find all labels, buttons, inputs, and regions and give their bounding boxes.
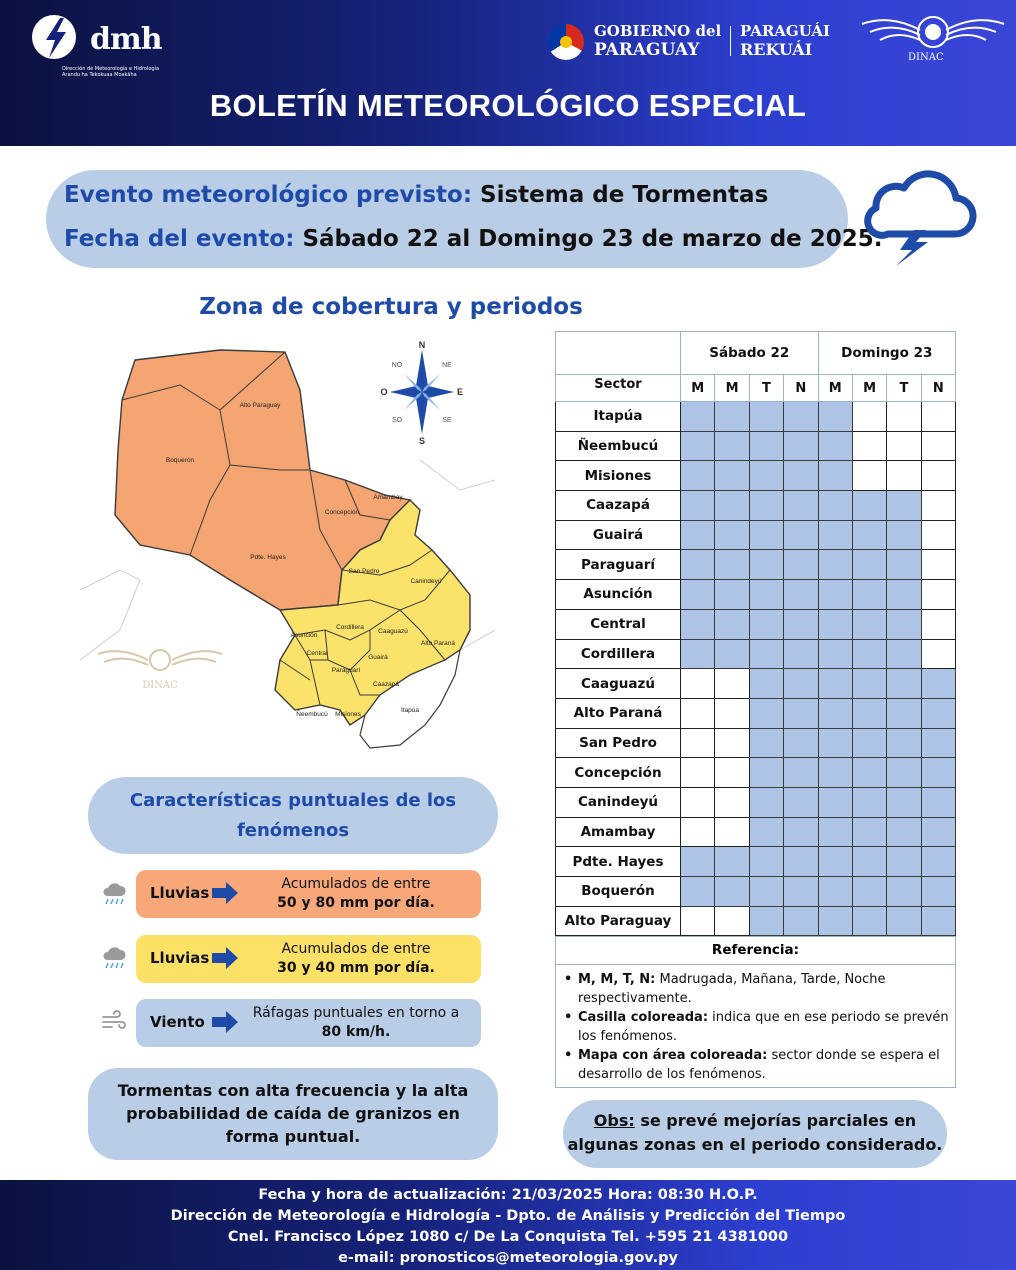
- arrow-right-icon: [212, 1011, 238, 1033]
- compass-ne: NE: [442, 362, 452, 369]
- map-label-paraguari: Paraguarí: [331, 667, 361, 674]
- period-cell-active: [749, 639, 783, 669]
- period-cell-active: [681, 402, 715, 432]
- period-cell-empty: [921, 402, 955, 432]
- period-cell-active: [784, 906, 818, 936]
- table-row: [556, 609, 956, 639]
- period-cell-empty: [681, 817, 715, 847]
- list-item: • Mapa con área coloreada: sector donde se espera el desarrollo de los fenómenos.: [578, 1047, 949, 1084]
- period-cell-active: [681, 877, 715, 907]
- period-cell-active: [921, 728, 955, 758]
- sector-name: Ñeembucú: [556, 431, 681, 461]
- dmh-logo-subtitle: Dirección de Meteorología e Hidrología Arandu ha Tekokuaa Moakãha: [62, 66, 160, 78]
- period-cell-active: [921, 877, 955, 907]
- sector-name: Alto Paraguay: [556, 906, 681, 936]
- period-cell-active: [715, 847, 749, 877]
- sector-name: Boquerón: [556, 877, 681, 907]
- period-cell-active: [921, 787, 955, 817]
- rain-cloud-icon: [100, 880, 128, 908]
- paraguay-map: [80, 330, 495, 750]
- map-label-guaira: Guairá: [368, 654, 388, 661]
- period-cell-active: [818, 847, 852, 877]
- period-cell-active: [887, 758, 921, 788]
- period-cell-empty: [921, 520, 955, 550]
- period-cell-empty: [715, 698, 749, 728]
- period-cell-empty: [681, 758, 715, 788]
- period-cell-active: [887, 520, 921, 550]
- period-cell-active: [749, 491, 783, 521]
- period-cell-active: [784, 698, 818, 728]
- period-cell-active: [921, 847, 955, 877]
- event-type-line: [64, 182, 768, 208]
- period-cell-active: [887, 550, 921, 580]
- period-cell-active: [681, 461, 715, 491]
- event-summary: [46, 170, 883, 268]
- period-cell-active: [887, 580, 921, 610]
- period-cell-active: [715, 609, 749, 639]
- period-cell-active: [818, 877, 852, 907]
- period-cell-active: [887, 817, 921, 847]
- period-cell-empty: [715, 787, 749, 817]
- table-period-header: [556, 375, 956, 402]
- table-row: [556, 787, 956, 817]
- reference-title: Referencia:: [556, 937, 955, 965]
- period-cell-active: [852, 491, 886, 521]
- gov-right1: PARAGUÁI: [740, 22, 831, 40]
- period-cell-active: [749, 609, 783, 639]
- period-cell-active: [715, 550, 749, 580]
- map-label-alto-paraguay: Alto Paraguay: [239, 402, 281, 409]
- reference-list: [556, 965, 955, 1084]
- period-cell-active: [749, 817, 783, 847]
- map-label-san-pedro: San Pedro: [348, 568, 380, 575]
- table-row: [556, 669, 956, 699]
- period-header: N: [784, 375, 818, 402]
- sector-name: Itapúa: [556, 402, 681, 432]
- table-row: [556, 639, 956, 669]
- event-type-value: Sistema de Tormentas: [480, 182, 769, 208]
- arrow-right-icon: [212, 947, 238, 969]
- storm-note: Tormentas con alta frecuencia y la alta probabilidad de caída de granizos en forma puntual.: [88, 1068, 498, 1160]
- list-item: • Casilla coloreada: indica que en ese periodo se prevén los fenómenos.: [578, 1009, 949, 1046]
- period-cell-empty: [681, 698, 715, 728]
- period-header: M: [681, 375, 715, 402]
- period-cell-active: [681, 580, 715, 610]
- period-cell-active: [784, 461, 818, 491]
- period-cell-empty: [921, 491, 955, 521]
- period-cell-active: [852, 550, 886, 580]
- sector-name: Caazapá: [556, 491, 681, 521]
- period-cell-active: [887, 669, 921, 699]
- period-cell-empty: [887, 431, 921, 461]
- period-cell-active: [818, 906, 852, 936]
- sector-name: Pdte. Hayes: [556, 847, 681, 877]
- period-cell-active: [852, 906, 886, 936]
- map-label-concepcion: Concepción: [324, 509, 360, 516]
- table-row: [556, 550, 956, 580]
- table-row: [556, 847, 956, 877]
- dmh-logo-text: dmh: [90, 22, 162, 57]
- period-cell-empty: [887, 461, 921, 491]
- wind-label: Viento: [150, 1013, 205, 1031]
- sector-name: Canindeyú: [556, 787, 681, 817]
- rain-moderate-text: Acumulados de entre 30 y 40 mm por día.: [277, 941, 435, 976]
- footer-email: e-mail: pronosticos@meteorologia.gov.py: [338, 1250, 678, 1266]
- map-label-pdte-hayes: Pdte. Hayes: [250, 554, 286, 561]
- map-label-misiones: Misiones: [335, 711, 361, 718]
- rain-heavy-label: Lluvias: [150, 884, 210, 902]
- period-cell-active: [887, 639, 921, 669]
- compass-n: N: [418, 340, 426, 350]
- period-cell-active: [784, 491, 818, 521]
- wind-icon: [100, 1008, 128, 1036]
- map-label-alto-parana: Alto Paraná: [421, 640, 455, 647]
- period-cell-active: [887, 698, 921, 728]
- period-cell-active: [852, 580, 886, 610]
- table-row: [556, 520, 956, 550]
- period-header: T: [887, 375, 921, 402]
- rain-cloud-icon: [100, 944, 128, 972]
- period-cell-active: [749, 402, 783, 432]
- day1-header: Sábado 22: [681, 332, 819, 375]
- sector-name: Asunción: [556, 580, 681, 610]
- svg-text:DINAC: DINAC: [142, 680, 178, 691]
- period-cell-empty: [681, 906, 715, 936]
- rain-moderate-row: [136, 935, 481, 983]
- gov-divider: [730, 26, 731, 56]
- period-cell-active: [921, 669, 955, 699]
- period-cell-active: [749, 758, 783, 788]
- period-cell-active: [887, 609, 921, 639]
- period-header: M: [818, 375, 852, 402]
- period-cell-active: [818, 817, 852, 847]
- footer: [0, 1180, 1016, 1270]
- table-row: [556, 461, 956, 491]
- period-cell-active: [784, 550, 818, 580]
- table-row: [556, 431, 956, 461]
- period-cell-active: [749, 698, 783, 728]
- period-cell-active: [784, 580, 818, 610]
- period-cell-active: [715, 491, 749, 521]
- period-cell-active: [818, 491, 852, 521]
- sector-name: Paraguarí: [556, 550, 681, 580]
- period-cell-active: [715, 877, 749, 907]
- period-cell-active: [681, 550, 715, 580]
- period-cell-active: [818, 520, 852, 550]
- period-cell-active: [749, 877, 783, 907]
- day2-header: Domingo 23: [818, 332, 956, 375]
- obs-text: se prevé mejorías parciales en algunas zonas en el periodo considerado.: [567, 1111, 943, 1154]
- sector-header: Sector: [556, 375, 681, 402]
- gov-right2: REKUÁI: [740, 40, 813, 59]
- period-cell-active: [818, 431, 852, 461]
- sector-name: Central: [556, 609, 681, 639]
- table-row: [556, 758, 956, 788]
- period-cell-active: [852, 758, 886, 788]
- table-row: [556, 817, 956, 847]
- period-cell-empty: [681, 728, 715, 758]
- period-cell-active: [818, 698, 852, 728]
- period-cell-active: [818, 758, 852, 788]
- period-cell-active: [818, 461, 852, 491]
- dinac-logo: [860, 10, 1006, 66]
- table-row: [556, 580, 956, 610]
- table-row: [556, 728, 956, 758]
- wind-text: Ráfagas puntuales en torno a 80 km/h.: [252, 1005, 460, 1040]
- wind-row: [136, 999, 481, 1047]
- period-cell-empty: [715, 817, 749, 847]
- period-cell-empty: [715, 758, 749, 788]
- compass-no: NO: [391, 362, 403, 369]
- period-cell-active: [784, 402, 818, 432]
- period-cell-active: [715, 580, 749, 610]
- sector-name: Guairá: [556, 520, 681, 550]
- period-cell-active: [681, 639, 715, 669]
- period-cell-active: [749, 847, 783, 877]
- period-cell-active: [852, 520, 886, 550]
- rain-heavy-text: Acumulados de entre 50 y 80 mm por día.: [277, 876, 435, 911]
- period-cell-empty: [681, 669, 715, 699]
- period-cell-active: [749, 580, 783, 610]
- compass-e: E: [456, 387, 464, 397]
- map-label-neembucu: Ñeembucú: [296, 711, 328, 718]
- gov-line2: PARAGUAY: [594, 40, 700, 60]
- period-cell-active: [749, 520, 783, 550]
- period-header: M: [852, 375, 886, 402]
- period-cell-active: [749, 431, 783, 461]
- period-header: T: [749, 375, 783, 402]
- period-cell-active: [852, 817, 886, 847]
- period-cell-active: [784, 609, 818, 639]
- period-cell-active: [784, 639, 818, 669]
- compass-s: S: [418, 436, 426, 446]
- period-cell-active: [784, 728, 818, 758]
- characteristics-title: Características puntuales de los fenómenos: [88, 777, 498, 854]
- period-cell-active: [921, 906, 955, 936]
- period-cell-active: [852, 877, 886, 907]
- period-cell-active: [852, 787, 886, 817]
- paraguay-seal-icon: [548, 24, 584, 60]
- period-cell-empty: [887, 402, 921, 432]
- sector-name: Alto Paraná: [556, 698, 681, 728]
- event-date-label: Fecha del evento:: [64, 226, 295, 252]
- period-cell-active: [818, 550, 852, 580]
- storm-cloud-icon: [858, 168, 978, 268]
- period-cell-active: [887, 906, 921, 936]
- period-cell-empty: [921, 639, 955, 669]
- map-label-cordillera: Cordillera: [336, 624, 364, 631]
- dmh-logo: [30, 12, 170, 78]
- period-cell-active: [818, 609, 852, 639]
- sector-name: Amambay: [556, 817, 681, 847]
- periods-table: [555, 331, 956, 936]
- period-cell-active: [749, 728, 783, 758]
- sector-name: Caaguazú: [556, 669, 681, 699]
- period-cell-empty: [852, 402, 886, 432]
- period-cell-empty: [921, 609, 955, 639]
- period-cell-active: [784, 787, 818, 817]
- period-cell-empty: [715, 669, 749, 699]
- map-label-asuncion: Asunción: [290, 632, 318, 639]
- zone-title: Zona de cobertura y periodos: [199, 294, 583, 320]
- period-cell-active: [887, 728, 921, 758]
- table-row: [556, 877, 956, 907]
- period-cell-active: [852, 847, 886, 877]
- period-cell-active: [784, 431, 818, 461]
- period-cell-active: [852, 698, 886, 728]
- observation-note: [563, 1100, 947, 1168]
- period-cell-active: [749, 550, 783, 580]
- event-date-value: Sábado 22 al Domingo 23 de marzo de 2025.: [302, 226, 883, 252]
- period-cell-active: [749, 787, 783, 817]
- period-cell-active: [818, 728, 852, 758]
- period-cell-active: [784, 520, 818, 550]
- dinac-wings-icon: [860, 10, 1006, 54]
- reference-box: [555, 936, 956, 1088]
- period-cell-active: [784, 758, 818, 788]
- period-cell-empty: [715, 728, 749, 758]
- period-cell-active: [887, 847, 921, 877]
- period-cell-active: [681, 491, 715, 521]
- period-cell-active: [818, 639, 852, 669]
- period-cell-active: [784, 847, 818, 877]
- gov-line1: GOBIERNO del: [594, 22, 722, 40]
- dinac-watermark: [98, 650, 222, 691]
- period-cell-active: [715, 402, 749, 432]
- rain-moderate-label: Lluvias: [150, 949, 210, 967]
- period-cell-active: [784, 877, 818, 907]
- period-cell-active: [681, 520, 715, 550]
- period-cell-active: [749, 461, 783, 491]
- period-cell-active: [681, 431, 715, 461]
- map-label-boqueron: Boquerón: [165, 457, 195, 464]
- page-title: BOLETÍN METEOROLÓGICO ESPECIAL: [209, 88, 807, 123]
- map-label-canindeyu: Canindeyú: [410, 578, 442, 585]
- period-cell-empty: [921, 580, 955, 610]
- period-cell-empty: [715, 906, 749, 936]
- table-day-header: [556, 332, 956, 375]
- period-cell-active: [681, 609, 715, 639]
- header-banner: [0, 0, 1016, 146]
- period-cell-active: [887, 491, 921, 521]
- period-cell-active: [715, 461, 749, 491]
- period-cell-empty: [852, 431, 886, 461]
- table-row: [556, 402, 956, 432]
- sector-name: Misiones: [556, 461, 681, 491]
- table-row: [556, 906, 956, 936]
- map-label-itapua: Itapúa: [400, 707, 420, 714]
- compass-se: SE: [442, 417, 452, 424]
- dinac-label: DINAC: [908, 52, 944, 63]
- period-cell-active: [887, 877, 921, 907]
- period-cell-active: [715, 431, 749, 461]
- arrow-right-icon: [212, 882, 238, 904]
- period-cell-active: [852, 669, 886, 699]
- period-cell-active: [715, 520, 749, 550]
- period-cell-empty: [852, 461, 886, 491]
- period-cell-active: [852, 639, 886, 669]
- sector-name: San Pedro: [556, 728, 681, 758]
- footer-address: Cnel. Francisco López 1080 c/ De La Conquista Tel. +595 21 4381000: [227, 1229, 789, 1245]
- period-cell-active: [852, 609, 886, 639]
- event-date-line: [64, 226, 883, 252]
- compass-o: O: [380, 387, 388, 397]
- period-cell-active: [887, 787, 921, 817]
- period-cell-empty: [921, 461, 955, 491]
- rain-heavy-row: [136, 870, 481, 918]
- list-item: • M, M, T, N: Madrugada, Mañana, Tarde, Noche respectivamente.: [578, 971, 949, 1008]
- period-cell-active: [818, 402, 852, 432]
- period-cell-active: [715, 639, 749, 669]
- period-cell-active: [784, 817, 818, 847]
- period-cell-empty: [921, 431, 955, 461]
- footer-department: Dirección de Meteorología e Hidrología - Dpto. de Análisis y Predicción del Tiempo: [170, 1208, 846, 1224]
- period-cell-active: [921, 698, 955, 728]
- obs-label: Obs:: [593, 1111, 635, 1130]
- period-cell-active: [921, 817, 955, 847]
- dmh-lightning-icon: [30, 12, 90, 62]
- period-header: M: [715, 375, 749, 402]
- period-cell-active: [749, 906, 783, 936]
- table-row: [556, 698, 956, 728]
- event-type-label: Evento meteorológico previsto:: [64, 182, 473, 208]
- period-cell-empty: [921, 550, 955, 580]
- period-cell-active: [749, 669, 783, 699]
- period-cell-empty: [681, 787, 715, 817]
- period-cell-active: [681, 847, 715, 877]
- period-cell-active: [818, 580, 852, 610]
- map-label-caazapa: Caazapá: [372, 681, 400, 688]
- period-cell-active: [921, 758, 955, 788]
- map-label-amambay: Amambay: [373, 494, 403, 501]
- map-label-caaguazu: Caaguazú: [378, 628, 408, 635]
- compass-so: SO: [391, 417, 403, 424]
- map-label-central: Central: [306, 650, 328, 657]
- compass-rose-icon: [380, 340, 463, 446]
- period-cell-active: [852, 728, 886, 758]
- period-cell-active: [784, 669, 818, 699]
- period-cell-active: [818, 787, 852, 817]
- table-row: [556, 491, 956, 521]
- footer-update: Fecha y hora de actualización: 21/03/2025 Hora: 08:30 H.O.P.: [258, 1187, 758, 1203]
- gobierno-logo: [548, 20, 848, 64]
- period-header: N: [921, 375, 955, 402]
- table-corner: [556, 332, 681, 375]
- sector-name: Concepción: [556, 758, 681, 788]
- sector-name: Cordillera: [556, 639, 681, 669]
- period-cell-active: [818, 669, 852, 699]
